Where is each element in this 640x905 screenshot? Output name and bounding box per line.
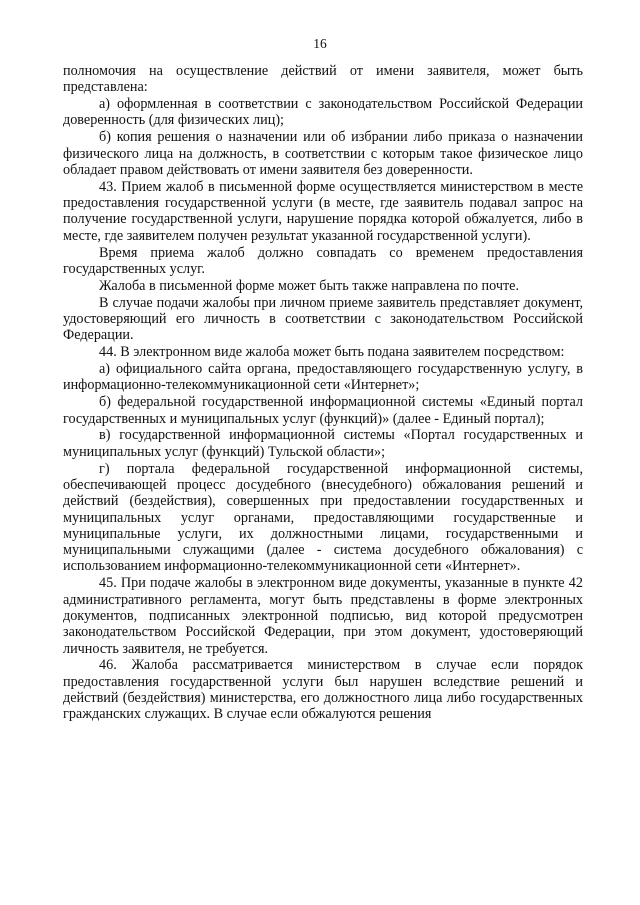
paragraph: 43. Прием жалоб в письменной форме осуществляется министерством в месте предоставления государственной услуги (в месте, где заявитель подавал запрос на получение государственной услуги, нарушение порядка которой обжалуется, либо в месте, где заявителем получен результат указанной государственной услуги).	[63, 178, 583, 244]
paragraph: 46. Жалоба рассматривается министерством в случае если порядок предоставления государственной услуги был нарушен вследствие решений и действий (бездействия) министерства, его должностного лица либо государственных гражданских служащих. В случае если обжалуются решения	[63, 657, 583, 723]
paragraph: г) портала федеральной государственной информационной системы, обеспечивающей процесс досудебного (внесудебного) обжалования решений и действий (бездействия), совершенных при предоставлении государственных и муниципальных услуг органами, предоставляющими государственные и муниципальные услуги, их должностными лицами, государственными и муниципальными служащими (далее - система досудебного обжалования) с использованием информационно-телекоммуникационной сети «Интернет».	[63, 460, 583, 575]
paragraph: а) оформленная в соответствии с законодательством Российской Федерации доверенность (для физических лиц);	[63, 96, 583, 129]
paragraph: б) копия решения о назначении или об избрании либо приказа о назначении физического лица на должность, в соответствии с которым такое физическое лицо обладает правом действовать от имени заявителя без доверенности.	[63, 129, 583, 178]
page-number: 16	[313, 36, 327, 51]
paragraph: В случае подачи жалобы при личном приеме заявитель представляет документ, удостоверяющий его личность в соответствии с законодательством Российской Федерации.	[63, 294, 583, 344]
document-body	[63, 63, 583, 723]
paragraph: б) федеральной государственной информационной системы «Единый портал государственных и муниципальных услуг (функций)» (далее - Единый портал);	[63, 394, 583, 427]
paragraph: 45. При подаче жалобы в электронном виде документы, указанные в пункте 42 административного регламента, могут быть представлены в форме электронных документов, подписанных электронной подписью, вид которой предусмотрен законодательством Российской Федерации, при этом документ, удостоверяющий личность заявителя, не требуется.	[63, 575, 583, 657]
paragraph: 44. В электронном виде жалоба может быть подана заявителем посредством:	[99, 344, 565, 361]
paragraph: полномочия на осуществление действий от имени заявителя, может быть представлена:	[63, 63, 583, 96]
paragraph: Время приема жалоб должно совпадать со временем предоставления государственных услуг.	[63, 244, 583, 277]
paragraph: Жалоба в письменной форме может быть также направлена по почте.	[99, 277, 520, 294]
paragraph: а) официального сайта органа, предоставляющего государственную услугу, в информационно-телекоммуникационной сети «Интернет»;	[63, 361, 583, 394]
paragraph: в) государственной информационной системы «Портал государственных и муниципальных услуг (функций) Тульской области»;	[63, 427, 583, 460]
